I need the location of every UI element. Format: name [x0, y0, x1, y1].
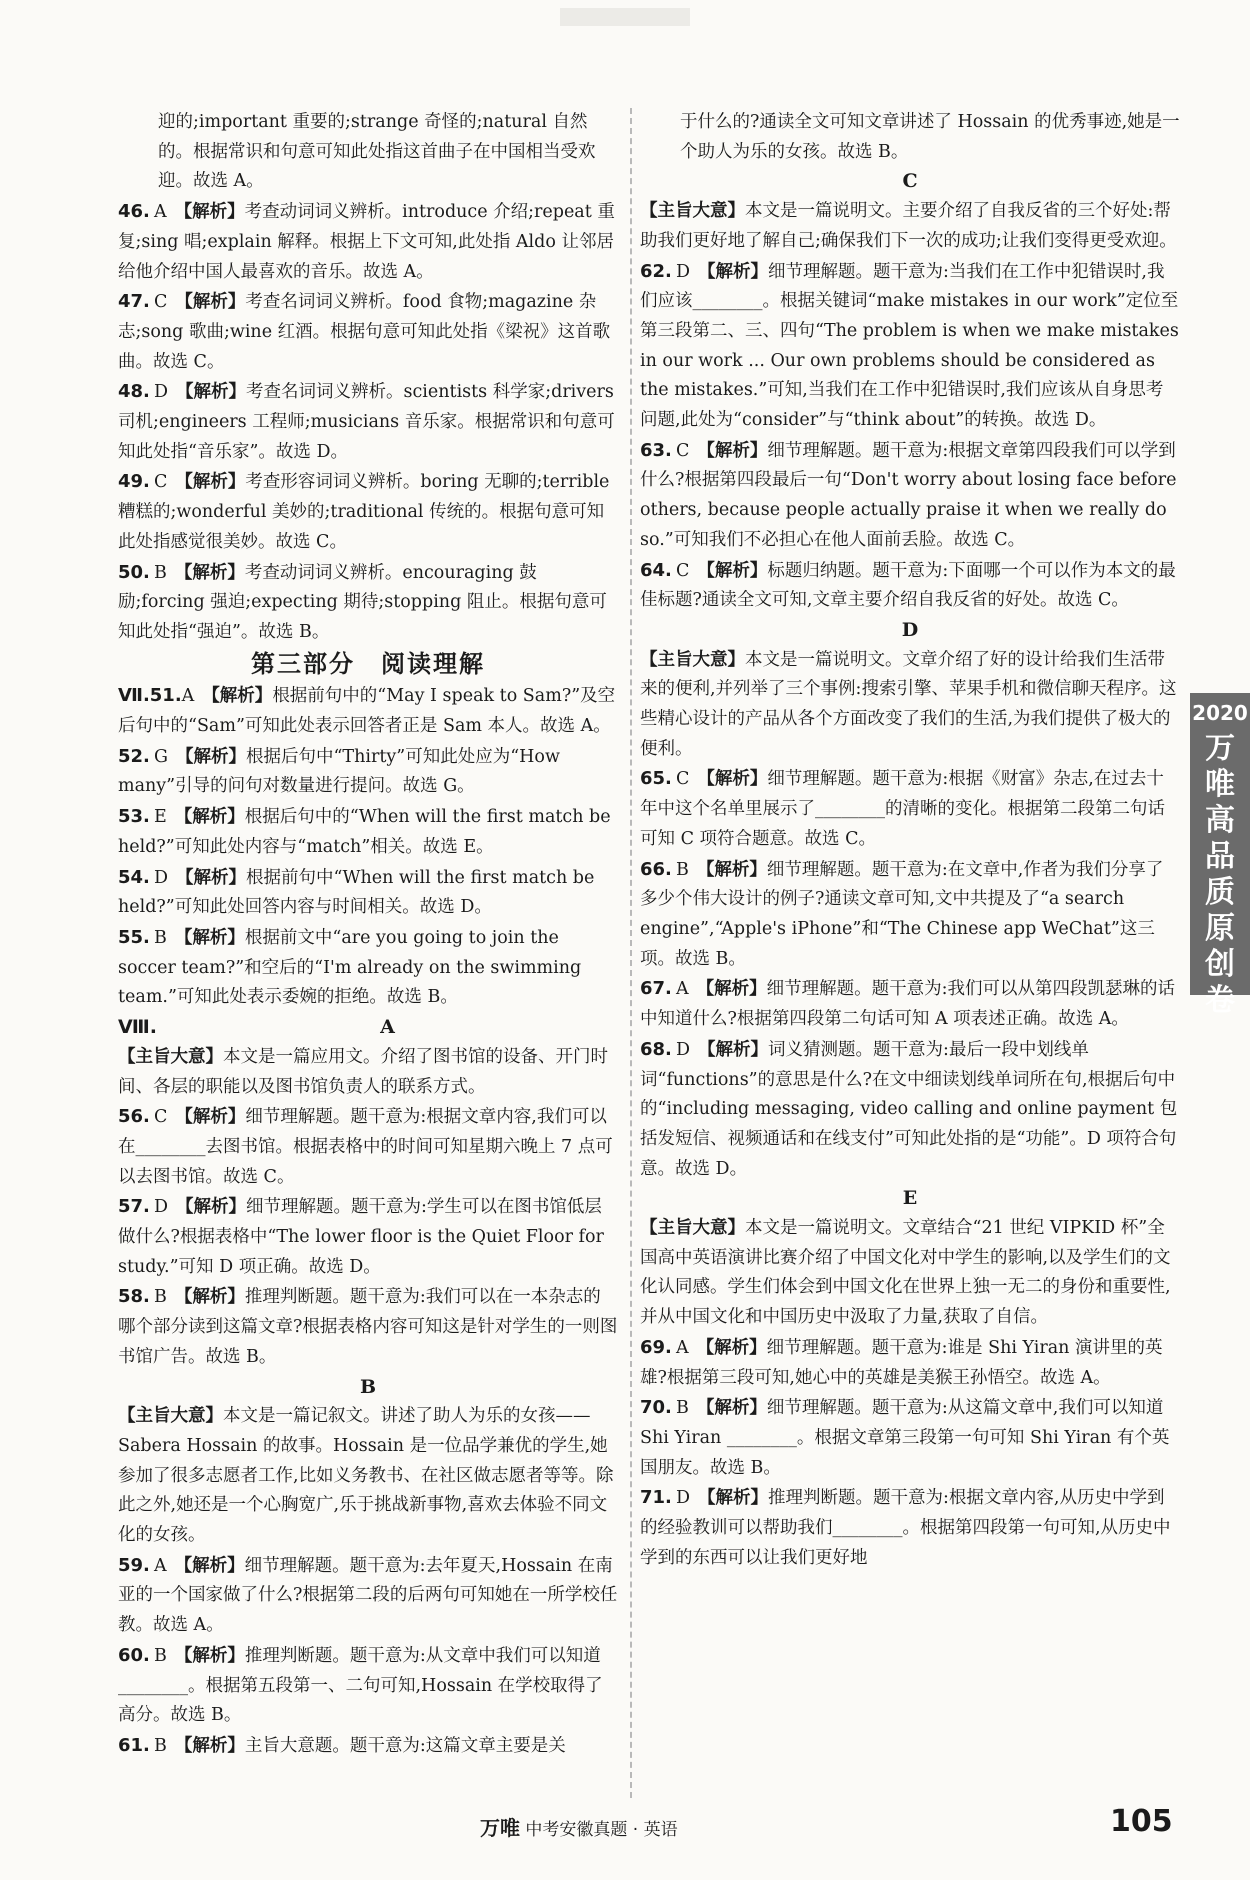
section-tag: 【解析】	[174, 927, 245, 948]
item-text: 细节理解题。题干意为:在文章中,作者为我们分享了多少个伟大设计的例子?通读文章可知,文中共提及了“a search engine”,“Apple's iPhone”和“The Chinese app WeChat”这三项。故选 B。	[640, 859, 1164, 969]
answer-letter: C	[154, 472, 168, 493]
section-tag: 【解析】	[174, 807, 245, 828]
answer-item	[640, 556, 1180, 616]
section-tag: 【解析】	[696, 859, 767, 880]
answer-item	[118, 377, 618, 467]
answer-item	[118, 1282, 618, 1372]
answer-item	[640, 1035, 1180, 1185]
roman-numeral: Ⅷ.	[118, 1016, 157, 1039]
item-text: 根据前句中的“May I speak to Sam?”及空后句中的“Sam”可知此处表示回答者正是 Sam 本人。故选 A。	[118, 686, 616, 737]
item-text: 细节理解题。题干意为:我们可以从第四段凯瑟琳的话中知道什么?根据第四段第二句话可知 A 项表述正确。故选 A。	[640, 979, 1176, 1030]
summary-paragraph	[118, 1043, 618, 1102]
section-tag: 【解析】	[697, 440, 768, 461]
section-tag: 【解析】	[202, 686, 273, 707]
section-tag: 【解析】	[698, 1488, 769, 1509]
summary-paragraph	[640, 197, 1180, 256]
item-text: 本文是一篇说明文。文章结合“21 世纪 VIPKID 杯”全国高中英语演讲比赛介绍了中国文化对中学生的影响,以及学生们的文化认同感。学生们体会到中国文化在世界上独一无二的身份和重要性,并从中国文化和中国历史中汲取了力量,获取了自信。	[640, 1218, 1171, 1328]
item-text: 本文是一篇说明文。主要介绍了自我反省的三个好处:帮助我们更好地了解自己;确保我们下一次的成功;让我们变得更受欢迎。	[640, 201, 1177, 251]
item-text: 考查形容词词义辨析。boring 无聊的;terrible 糟糕的;wonderful 美妙的;traditional 传统的。根据句意可知此处指感觉很美妙。故选 C。	[118, 472, 610, 552]
answer-letter: D	[154, 867, 169, 888]
answer-item	[118, 1192, 618, 1282]
question-number: 63.	[640, 439, 672, 461]
item-text: 细节理解题。题干意为:从这篇文章中,我们可以知道 Shi Yiran ________。根据文章第三段第一句可知 Shi Yiran 有个英国朋友。故选 B。	[640, 1398, 1170, 1478]
question-number: 57.	[118, 1196, 150, 1218]
section-tag: 【解析】	[174, 562, 245, 583]
answer-letter: A	[676, 979, 689, 1000]
answer-letter: B	[676, 1398, 689, 1419]
question-number: 50.	[118, 561, 150, 583]
section-tag: 【解析】	[176, 867, 247, 888]
answer-item	[640, 974, 1180, 1034]
answer-letter: C	[676, 560, 690, 581]
item-text: 本文是一篇记叙文。讲述了助人为乐的女孩——Sabera Hossain 的故事。Hossain 是一位品学兼优的学生,她参加了很多志愿者工作,比如义务教书、在社区做志愿者等等。除此之外,她还是一个心胸宽广,乐于挑战新事物,喜欢去体验不同文化的女孩。	[118, 1406, 614, 1546]
section-tag: 【解析】	[174, 1555, 245, 1576]
answer-item	[118, 802, 618, 862]
side-tab-char: 万	[1205, 731, 1235, 766]
answer-letter: A	[676, 1337, 689, 1358]
item-text: 主旨大意题。题干意为:这篇文章主要是关	[244, 1735, 566, 1756]
section-tag: 【解析】	[174, 1735, 245, 1756]
answer-item	[640, 1483, 1180, 1573]
answer-item	[118, 681, 618, 741]
section-tag: 【解析】	[174, 1287, 245, 1308]
question-number: 48.	[118, 381, 150, 403]
passage-letter: B	[359, 1375, 377, 1398]
item-text: 推理判断题。题干意为:根据文章内容,从历史中学到的经验教训可以帮助我们________。根据第四段第一句可知,从历史中学到的东西可以让我们更好地	[640, 1488, 1171, 1568]
text-paragraph	[640, 108, 1180, 167]
answer-item	[118, 1551, 618, 1641]
question-number: 56.	[118, 1106, 150, 1128]
answer-letter: B	[676, 859, 689, 880]
question-number: 68.	[640, 1038, 672, 1060]
question-number: 69.	[640, 1336, 672, 1358]
item-text: 于什么的?通读全文可知文章讲述了 Hossain 的优秀事迹,她是一个助人为乐的女孩。故选 B。	[680, 112, 1180, 162]
item-text: 根据后句中的“When will the first match be held?”可知此处内容与“match”相关。故选 E。	[118, 807, 611, 857]
item-text: 标题归纳题。题干意为:下面哪一个可以作为本文的最佳标题?通读全文可知,文章主要介绍自我反省的好处。故选 C。	[640, 560, 1176, 611]
side-tab-char: 原	[1205, 911, 1235, 946]
passage-letter: A	[380, 1016, 395, 1039]
question-number: Ⅶ.51.	[118, 685, 182, 707]
section-tag: 【解析】	[697, 560, 768, 581]
section-tag: 【解析】	[175, 292, 246, 313]
question-number: 54.	[118, 866, 150, 888]
answer-item	[640, 257, 1180, 436]
answer-item	[118, 863, 618, 923]
answer-item	[118, 467, 618, 557]
answer-item	[118, 197, 618, 287]
summary-paragraph	[640, 646, 1180, 765]
section-tag: 【主旨大意】	[640, 201, 745, 222]
item-text: 细节理解题。题干意为:去年夏天,Hossain 在南亚的一个国家做了什么?根据第二段的后两句可知她在一所学校任教。故选 A。	[118, 1555, 618, 1636]
question-number: 61.	[118, 1734, 150, 1756]
question-number: 52.	[118, 745, 150, 767]
answer-letter: C	[676, 769, 690, 790]
section-heading: 第三部分 阅读理解	[251, 649, 485, 678]
answer-letter: G	[154, 746, 168, 767]
right-column	[640, 108, 1180, 1573]
item-text: 本文是一篇应用文。介绍了图书馆的设备、开门时间、各层的职能以及图书馆负责人的联系方式。	[118, 1046, 608, 1097]
answer-item	[118, 558, 618, 648]
question-number: 70.	[640, 1397, 672, 1419]
item-text: 词义猜测题。题干意为:最后一段中划线单词“functions”的意思是什么?在文中细读划线单词所在句,根据后句中的“including messaging, video calling and online payment 包括发短信、视频通话和在线支付”可知此处指的是“功能”。D 项符合句意。故选 D。	[640, 1039, 1178, 1179]
section-tag: 【解析】	[175, 472, 246, 493]
page-number: 105	[1110, 1804, 1173, 1839]
item-text: 根据前句中“When will the first match be held?”可知此处回答内容与时间相关。故选 D。	[118, 867, 595, 918]
section-tag: 【主旨大意】	[118, 1406, 223, 1427]
answer-letter: A	[154, 1555, 167, 1576]
question-number: 64.	[640, 559, 672, 581]
item-text: 根据后句中“Thirty”可知此处应为“How many”引导的问句对数量进行提问。故选 G。	[118, 746, 560, 797]
passage-label	[118, 1373, 618, 1403]
scan-mark	[560, 8, 690, 26]
answer-letter: A	[154, 202, 167, 223]
item-text: 细节理解题。题干意为:根据文章内容,我们可以在________去图书馆。根据表格中的时间可知星期六晚上 7 点可以去图书馆。故选 C。	[118, 1107, 613, 1187]
side-tab-text	[1190, 731, 1250, 1019]
section-tag: 【解析】	[176, 382, 247, 403]
section-tag: 【主旨大意】	[640, 1218, 745, 1239]
question-number: 46.	[118, 201, 150, 223]
answer-letter: A	[181, 686, 195, 707]
passage-label	[640, 1184, 1180, 1214]
item-text: 细节理解题。题干意为:谁是 Shi Yiran 演讲里的英雄?根据第三段可知,她心中的英雄是美猴王孙悟空。故选 A。	[640, 1337, 1163, 1388]
passage-label	[640, 616, 1180, 646]
section-tag: 【解析】	[696, 1337, 767, 1358]
item-text: 考查动词词义辨析。introduce 介绍;repeat 重复;sing 唱;explain 解释。根据上下文可知,此处指 Aldo 让邻居给他介绍中国人最喜欢的音乐。故选 A。	[118, 202, 615, 282]
question-number: 65.	[640, 768, 672, 790]
answer-letter: B	[154, 1645, 167, 1666]
side-tab	[1190, 693, 1250, 1018]
answer-letter: C	[154, 292, 168, 313]
section-tag: 【解析】	[697, 769, 768, 790]
answer-letter: D	[154, 1197, 169, 1218]
side-tab-char: 高	[1205, 803, 1235, 838]
answer-letter: B	[154, 1287, 167, 1308]
answer-item	[640, 855, 1180, 975]
answer-item	[118, 1641, 618, 1731]
item-text: 细节理解题。题干意为:当我们在工作中犯错误时,我们应该________。根据关键词“make mistakes in our work”定位至第三段第二、三、四句“The problem is when we make mistakes in our work ... Our own problems should be considered as the mistakes.”可知,当我们在工作中犯错误时,我们应该从自身思考问题,此处为“consider”与“think about”的转换。故选 D。	[640, 261, 1179, 431]
answer-letter: D	[676, 1488, 691, 1509]
item-text: 考查动词词义辨析。encouraging 鼓励;forcing 强迫;expecting 期待;stopping 阻止。根据句意可知此处指“强迫”。故选 B。	[118, 562, 607, 642]
footer-text: 中考安徽真题 · 英语	[525, 1820, 678, 1840]
footer	[480, 1812, 678, 1841]
passage-label	[640, 167, 1180, 197]
passage-letter: C	[902, 170, 918, 193]
section-tag: 【主旨大意】	[640, 649, 745, 670]
question-number: 62.	[640, 260, 672, 282]
item-text: 本文是一篇说明文。文章介绍了好的设计给我们生活带来的便利,并列举了三个事例:搜索引擎、苹果手机和微信聊天程序。这些精心设计的产品从各个方面改变了我们的生活,为我们提供了极大的便利。	[640, 649, 1177, 759]
question-number: 60.	[118, 1644, 150, 1666]
item-text: 推理判断题。题干意为:我们可以在一本杂志的哪个部分读到这篇文章?根据表格内容可知这是针对学生的一则图书馆广告。故选 B。	[118, 1287, 618, 1367]
item-text: 细节理解题。题干意为:学生可以在图书馆低层做什么?根据表格中“The lower floor is the Quiet Floor for study.”可知 D 项正确。故选 D。	[118, 1197, 604, 1277]
left-column	[118, 108, 618, 1762]
answer-item	[118, 1102, 618, 1192]
question-number: 53.	[118, 806, 150, 828]
answer-letter: E	[154, 807, 167, 828]
answer-item	[640, 436, 1180, 556]
answer-letter: D	[676, 261, 691, 282]
item-text: 推理判断题。题干意为:从文章中我们可以知道________。根据第五段第一、二句可知,Hossain 在学校取得了高分。故选 B。	[118, 1645, 603, 1726]
answer-item	[118, 742, 618, 802]
answer-item	[640, 1393, 1180, 1483]
item-text: 考查名词词义辨析。food 食物;magazine 杂志;song 歌曲;wine 红酒。根据句意可知此处指《梁祝》这首歌曲。故选 C。	[118, 292, 611, 372]
section-tag: 【解析】	[698, 1039, 769, 1060]
answer-item	[640, 764, 1180, 854]
column-divider	[630, 108, 632, 1798]
passage-letter: D	[901, 618, 919, 641]
question-number: 58.	[118, 1286, 150, 1308]
section-tag: 【解析】	[174, 1645, 245, 1666]
question-number: 67.	[640, 978, 672, 1000]
section-tag: 【解析】	[698, 261, 769, 282]
passage-label	[118, 1013, 618, 1043]
section-tag: 【主旨大意】	[118, 1046, 223, 1067]
summary-paragraph	[640, 1214, 1180, 1333]
answer-item	[118, 1731, 618, 1762]
side-tab-year: 2020	[1192, 701, 1248, 725]
question-number: 59.	[118, 1554, 150, 1576]
answer-item	[118, 923, 618, 1013]
answer-item	[118, 287, 618, 377]
section-tag: 【解析】	[176, 1197, 247, 1218]
section-tag: 【解析】	[174, 202, 245, 223]
text-paragraph	[118, 108, 618, 197]
section-tag: 【解析】	[175, 1107, 246, 1128]
question-number: 66.	[640, 858, 672, 880]
question-number: 47.	[118, 291, 150, 313]
answer-letter: B	[154, 562, 167, 583]
section-tag: 【解析】	[696, 1398, 767, 1419]
answer-letter: C	[676, 440, 690, 461]
question-number: 49.	[118, 471, 150, 493]
item-text: 细节理解题。题干意为:根据《财富》杂志,在过去十年中这个名单里展示了________的清晰的变化。根据第二段第二句话可知 C 项符合题意。故选 C。	[640, 769, 1165, 849]
section-tag: 【解析】	[696, 979, 767, 1000]
side-tab-char: 卷	[1205, 983, 1235, 1018]
item-text: 细节理解题。题干意为:根据文章第四段我们可以学到什么?根据第四段最后一句“Don't worry about losing face before others, because people actually praise it when we really do so.”可知我们不必担心在他人面前丢脸。故选 C。	[640, 440, 1177, 550]
side-tab-char: 品	[1205, 839, 1235, 874]
answer-letter: D	[676, 1039, 691, 1060]
item-text: 迎的;important 重要的;strange 奇怪的;natural 自然的。根据常识和句意可知此处指这首曲子在中国相当受欢迎。故选 A。	[158, 112, 596, 192]
answer-letter: B	[154, 927, 167, 948]
side-tab-char: 质	[1205, 875, 1235, 910]
answer-item	[640, 1333, 1180, 1393]
answer-letter: D	[154, 382, 169, 403]
side-tab-char: 创	[1205, 947, 1235, 982]
section-tag: 【解析】	[175, 746, 246, 767]
footer-logo: 万唯	[480, 1816, 520, 1840]
answer-letter: B	[154, 1735, 167, 1756]
item-text: 根据前文中“are you going to join the soccer team?”和空后的“I'm already on the swimming team.”可知此处表示委婉的拒绝。故选 B。	[118, 927, 582, 1008]
passage-letter: E	[902, 1187, 918, 1210]
item-text: 考查名词词义辨析。scientists 科学家;drivers 司机;engineers 工程师;musicians 音乐家。根据常识和句意可知此处指“音乐家”。故选 D。	[118, 382, 615, 462]
answer-letter: C	[154, 1107, 168, 1128]
summary-paragraph	[118, 1402, 618, 1551]
question-number: 55.	[118, 926, 150, 948]
question-number: 71.	[640, 1487, 672, 1509]
side-tab-char: 唯	[1205, 767, 1235, 802]
